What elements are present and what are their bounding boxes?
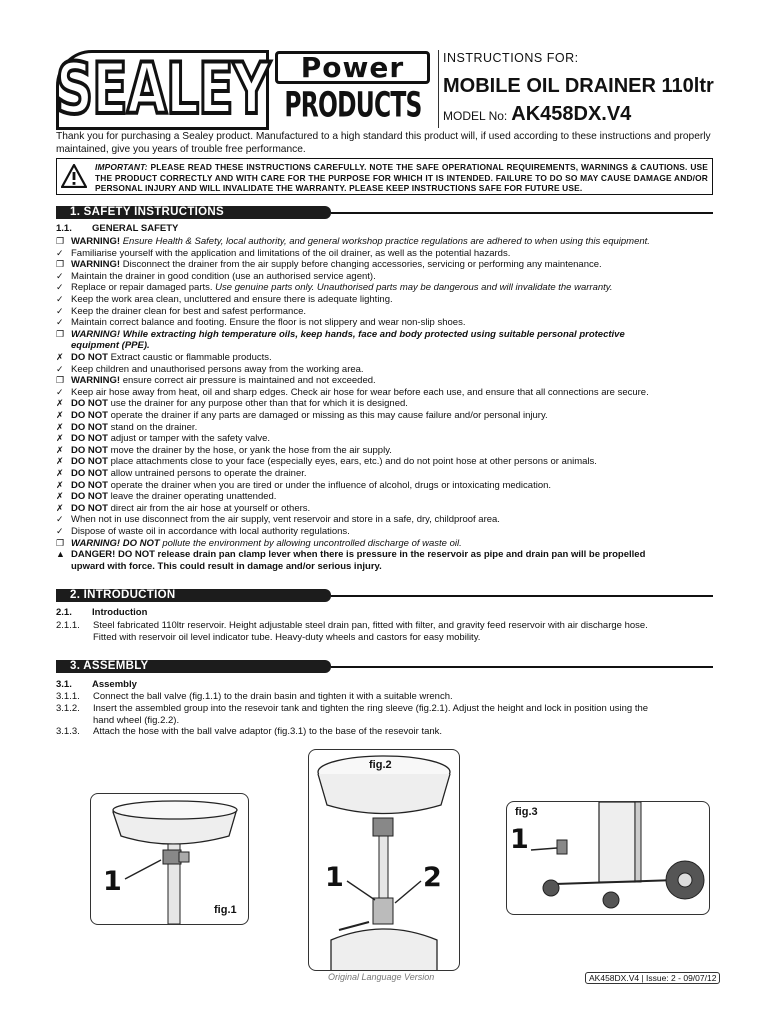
step-text: Insert the assembled group into the resevoir tank and tighten the ring sleeve (fig.2.1). Adjust the height and lock in position using the (93, 702, 649, 714)
safety-item (56, 538, 716, 549)
item-text: Extract caustic or flammable products. (110, 352, 272, 363)
fig2-callout-1: 1 (325, 862, 344, 893)
safety-item (56, 282, 716, 293)
item-emphasis: DO NOT (71, 491, 108, 503)
intro-para-line (56, 632, 716, 643)
item-emphasis: DO NOT (71, 502, 108, 514)
safety-item (56, 491, 716, 502)
instructions-for-label: INSTRUCTIONS FOR: (443, 51, 579, 65)
item-italic-text: pollute the environment by allowing uncontrolled discharge of waste oil. (162, 537, 462, 549)
figure-2 (308, 749, 460, 971)
item-italic-text: Ensure Health & Safety, local authority, and general workshop practice regulations are adhered to when using this equipment. (122, 236, 650, 247)
intro-para-line (56, 620, 716, 631)
item-text: operate the drainer if any parts are damaged or missing as this may cause failure and/or personal injury. (110, 410, 548, 421)
item-emphasis: equipment (PPE). (71, 340, 150, 352)
assembly-step (56, 715, 716, 726)
bullet-icon: ✗ (56, 502, 64, 513)
item-text: stand on the drainer. (110, 421, 198, 433)
fig2-label: fig.2 (369, 759, 392, 771)
item-emphasis: WARNING! While extracting high temperature oils, keep hands, face and body protected using suitable personal protective (71, 328, 625, 340)
safety-item (56, 387, 716, 398)
important-lead: IMPORTANT: (95, 162, 148, 172)
item-emphasis: DO NOT (71, 433, 108, 445)
bullet-icon: ✓ (56, 317, 64, 328)
safety-item (56, 364, 716, 375)
intro-paragraph: Thank you for purchasing a Sealey product. Manufactured to a high standard this product will, if used according to these instructions and properly maintained, give you years of trouble free performance. (56, 131, 711, 155)
item-emphasis: DO NOT (71, 421, 108, 433)
important-notice (56, 158, 713, 195)
safety-item (56, 549, 716, 560)
step-text: Connect the ball valve (fig.1.1) to the drain basin and tighten it with a suitable wrench. (93, 691, 453, 702)
safety-item (56, 259, 716, 270)
safety-item (56, 352, 716, 363)
safety-item (56, 398, 716, 409)
para-number: 2.1.1. (56, 620, 80, 631)
bullet-icon: ✗ (56, 479, 64, 490)
bullet-icon: ✓ (56, 282, 64, 293)
safety-item (56, 422, 716, 433)
sealey-logo (56, 50, 269, 130)
safety-item (56, 433, 716, 444)
item-emphasis: WARNING! DO NOT (71, 537, 160, 549)
subsection-title: Assembly (92, 679, 137, 690)
model-number: AK458DX.V4 (511, 103, 632, 125)
safety-item (56, 236, 716, 247)
assembly-step (56, 726, 716, 737)
item-emphasis: DO NOT (71, 468, 108, 479)
power-logo (275, 51, 430, 84)
bullet-icon: ❐ (56, 328, 65, 339)
section-heading-assembly: 3. ASSEMBLY (56, 660, 331, 673)
bullet-icon: ✗ (56, 352, 64, 362)
fig3-label: fig.3 (515, 806, 538, 818)
bullet-icon: ✓ (56, 386, 64, 397)
section-rule (331, 595, 713, 597)
safety-item (56, 468, 716, 479)
bullet-icon: ✓ (56, 294, 64, 304)
safety-item (56, 306, 716, 317)
item-text: leave the drainer operating unattended. (110, 491, 277, 503)
bullet-icon: ✗ (56, 421, 64, 432)
fig1-callout: 1 (103, 866, 122, 897)
subsection-number: 3.1. (56, 679, 72, 690)
bullet-icon: ✗ (56, 468, 64, 478)
item-text: allow untrained persons to operate the drainer. (110, 468, 307, 479)
item-italic-text: Use genuine parts only. Unauthorised parts may be dangerous and will invalidate the warranty. (215, 282, 613, 294)
model-line (443, 103, 631, 126)
bullet-icon: ✗ (56, 410, 64, 420)
item-text: Maintain correct balance and footing. Ensure the floor is not slippery and wear non-slip shoes. (71, 317, 466, 329)
item-text: Keep children and unauthorised persons away from the working area. (71, 363, 364, 375)
item-text: Keep the drainer clean for best and safest performance. (71, 305, 306, 317)
assembly-step (56, 703, 716, 714)
subsection-number: 2.1. (56, 607, 72, 618)
safety-item (56, 375, 716, 386)
bullet-icon: ❐ (56, 375, 65, 386)
bullet-icon: ✓ (56, 270, 64, 281)
warning-triangle-icon (61, 164, 87, 188)
para-text: Steel fabricated 110ltr reservoir. Height adjustable steel drain pan, fitted with filter, and gravity feed reservoir with air discharge hose. (93, 620, 648, 631)
item-text: ensure correct air pressure is maintained and not exceeded. (122, 375, 376, 387)
safety-item (56, 294, 716, 305)
para-text: Fitted with reservoir oil level indicator tube. Heavy-duty wheels and castors for easy mobility. (93, 632, 481, 643)
footer-reference: AK458DX.V4 | Issue: 2 - 09/07/12 (585, 972, 720, 984)
item-text: Disconnect the drainer from the air supply before changing accessories, servicing or performing any maintenance. (122, 259, 602, 271)
bullet-icon: ✗ (56, 433, 64, 444)
bullet-icon: ❐ (56, 537, 65, 548)
section-rule (331, 666, 713, 668)
item-text: move the drainer by the hose, or yank the hose from the air supply. (110, 444, 392, 456)
section-rule (331, 212, 713, 214)
bullet-icon: ✗ (56, 456, 64, 467)
bullet-icon: ✗ (56, 398, 64, 409)
item-text: operate the drainer when you are tired or under the influence of alcohol, drugs or intoxicating medication. (110, 479, 552, 491)
item-emphasis: DO NOT (71, 398, 108, 410)
fig3-callout: 1 (510, 824, 529, 855)
item-emphasis: DANGER! DO NOT release drain pan clamp lever when there is pressure in the reservoir as pipe and drain pan will be propelled (71, 549, 646, 561)
safety-item (56, 526, 716, 537)
safety-item (56, 561, 716, 572)
important-body: PLEASE READ THESE INSTRUCTIONS CAREFULLY. NOTE THE SAFE OPERATIONAL REQUIREMENTS, WARNINGS & CAUTIONS. USE THE PRODUCT CORRECTLY AND WITH CARE FOR THE PURPOSE FOR WHICH IT IS INTENDED. FAILURE TO DO SO MAY CAUSE DAMAGE AND/OR PERSONAL INJURY AND WILL INVALIDATE THE WARRANTY. PLEASE KEEP INSTRUCTIONS SAFE FOR FUTURE USE. (95, 162, 708, 193)
step-number: 3.1.1. (56, 691, 80, 702)
item-emphasis: DO NOT (71, 444, 108, 456)
reservoir-assembly-illustration (309, 750, 459, 970)
bullet-icon: ✗ (56, 444, 64, 455)
subsection-title: GENERAL SAFETY (92, 223, 179, 234)
item-text: adjust or tamper with the safety valve. (110, 433, 271, 445)
item-text: Keep the work area clean, uncluttered and ensure there is adequate lighting. (71, 294, 393, 305)
header-divider (438, 50, 439, 128)
step-number: 3.1.3. (56, 726, 80, 738)
item-text: use the drainer for any purpose other than that for which it is designed. (110, 398, 408, 410)
subsection-title: Introduction (92, 607, 148, 618)
bullet-icon: ❐ (56, 236, 65, 246)
power-logo-text: Power (300, 51, 405, 84)
safety-item (56, 248, 716, 259)
fig1-label: fig.1 (214, 904, 237, 916)
safety-item (56, 271, 716, 282)
safety-item (56, 329, 716, 340)
footer-language: Original Language Version (328, 972, 435, 982)
bullet-icon: ▲ (56, 549, 65, 560)
bullet-icon: ✓ (56, 526, 64, 536)
safety-item (56, 456, 716, 467)
safety-item (56, 503, 716, 514)
bullet-icon: ✓ (56, 247, 64, 258)
safety-item (56, 317, 716, 328)
item-text: direct air from the air hose at yourself or others. (110, 502, 311, 514)
section-heading-introduction: 2. INTRODUCTION (56, 589, 331, 602)
section-heading-safety: 1. SAFETY INSTRUCTIONS (56, 206, 331, 219)
item-text: Dispose of waste oil in accordance with local authority regulations. (71, 526, 350, 537)
item-text: Replace or repair damaged parts. (71, 282, 213, 294)
products-logo-text: PRODUCTS (284, 84, 422, 126)
bullet-icon: ✓ (56, 363, 64, 374)
product-title: MOBILE OIL DRAINER 110ltr (443, 75, 714, 97)
item-emphasis: DO NOT (71, 479, 108, 491)
bullet-icon: ✗ (56, 491, 64, 502)
safety-item (56, 340, 716, 351)
safety-item (56, 514, 716, 525)
item-text: Keep air hose away from heat, oil and sharp edges. Check air hose for wear before each use, and ensure that all connections are secure. (71, 386, 649, 398)
item-text: When not in use disconnect from the air supply, vent reservoir and store in a safe, dry, childproof area. (71, 514, 500, 526)
item-emphasis: WARNING! (71, 259, 121, 271)
bullet-icon: ❐ (56, 259, 65, 270)
step-text: Attach the hose with the ball valve adaptor (fig.3.1) to the base of the resevoir tank. (93, 726, 443, 738)
assembly-step (56, 691, 716, 702)
item-emphasis: WARNING! (71, 375, 121, 387)
subsection-number: 1.1. (56, 223, 72, 234)
item-emphasis: upward with force. This could result in damage and/or serious injury. (71, 560, 382, 572)
item-emphasis: DO NOT (71, 456, 108, 468)
figure-3 (506, 801, 710, 915)
item-text: Familiarise yourself with the application and limitations of the oil drainer, as well as the potential hazards. (71, 247, 511, 259)
item-emphasis: WARNING! (71, 236, 121, 247)
model-label: MODEL No: (443, 109, 508, 123)
tank-base-illustration (507, 802, 709, 914)
item-text: place attachments close to your face (especially eyes, ears, etc.) and do not point hose at other persons or animals. (110, 456, 597, 468)
safety-item (56, 480, 716, 491)
item-emphasis: DO NOT (71, 352, 108, 363)
step-text: hand wheel (fig.2.2). (93, 714, 180, 726)
sealey-logo-text: SEALEY (55, 49, 270, 131)
figure-1 (90, 793, 249, 925)
important-text (95, 162, 708, 194)
item-emphasis: DO NOT (71, 410, 108, 421)
products-logo (274, 84, 432, 126)
bullet-icon: ✓ (56, 305, 64, 316)
item-text: Maintain the drainer in good condition (use an authorised service agent). (71, 270, 376, 282)
bullet-icon: ✓ (56, 514, 64, 525)
fig2-callout-2: 2 (423, 862, 442, 893)
safety-item (56, 445, 716, 456)
safety-item (56, 410, 716, 421)
step-number: 3.1.2. (56, 702, 80, 714)
